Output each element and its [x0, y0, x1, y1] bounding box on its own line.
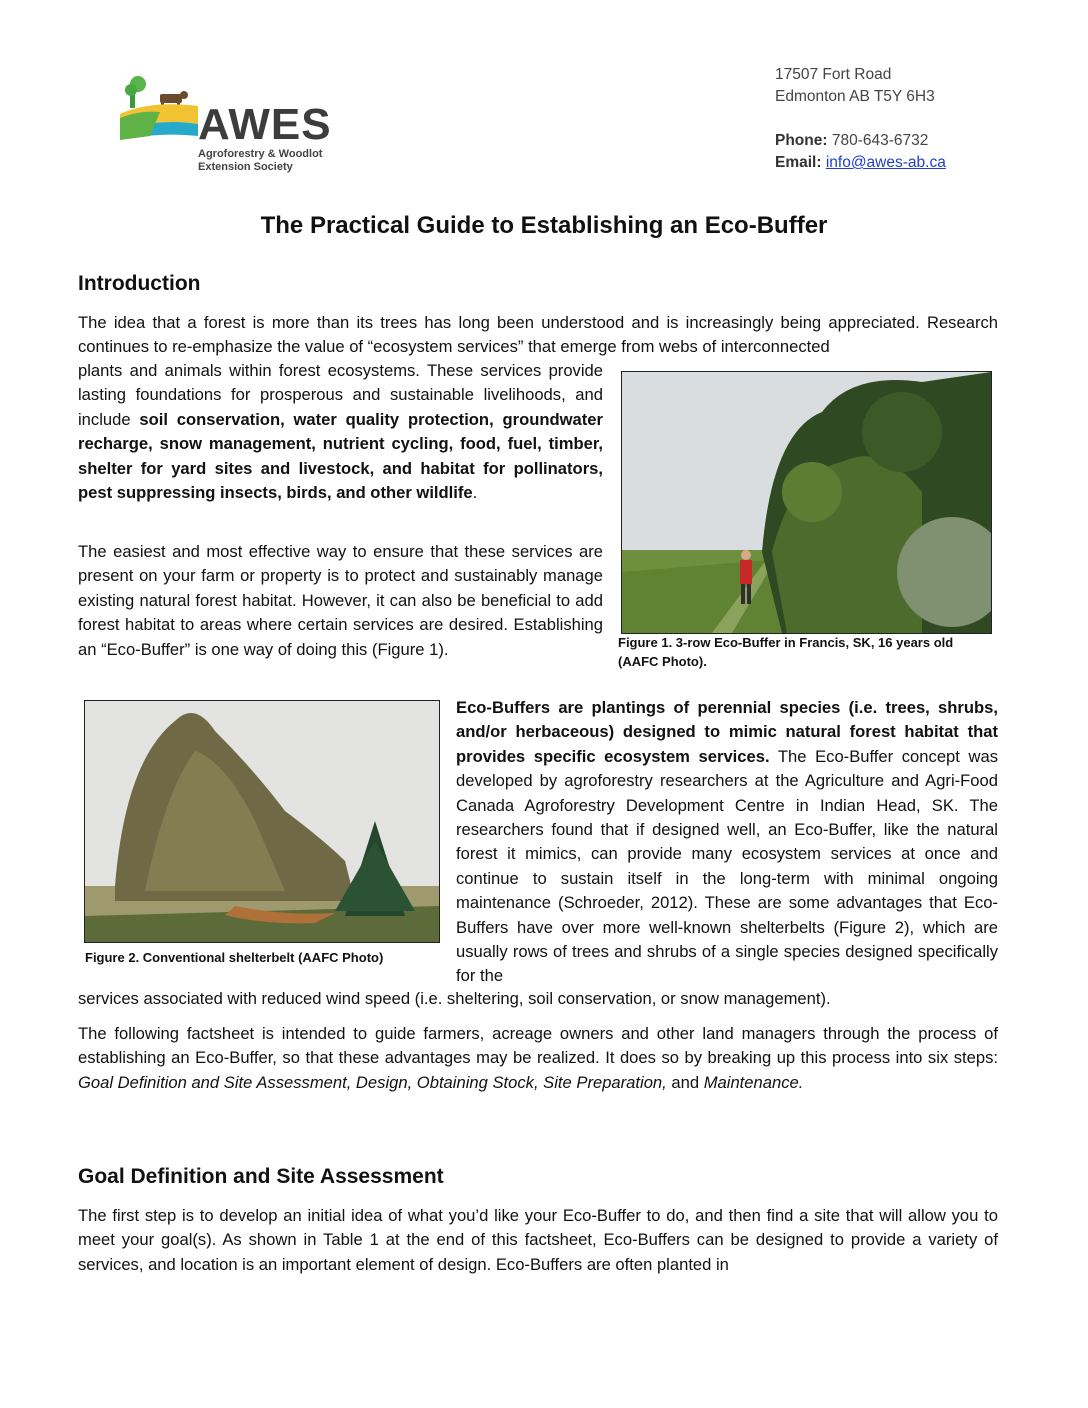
logo-emblem-icon: [120, 74, 200, 146]
section-heading-goal-definition: Goal Definition and Site Assessment: [78, 1165, 444, 1188]
eco-buffer-definition: Eco-Buffers are plantings of perennial species (i.e. trees, shrubs, and/or herbaceous) designed to mimic natural forest habitat that provides specific ecosystem services.: [456, 698, 998, 766]
intro-p4-text: The following factsheet is intended to guide farmers, acreage owners and other land managers through the process of establishing an Eco-Buffer, so that these advantages may be realized. It does so by breaking up this process into six steps:: [78, 1024, 998, 1068]
intro-paragraph-1a: The idea that a forest is more than its trees has long been understood and is increasingly being appreciated. Research continues to re-emphasize the value of “ecosystem services” that emerge from webs of interconnected: [78, 313, 998, 357]
figure2-scene: [85, 701, 439, 942]
figure1-photo: [621, 371, 992, 634]
document-title: The Practical Guide to Establishing an Eco-Buffer: [260, 212, 828, 239]
intro-paragraph-3-tail: services associated with reduced wind speed (i.e. sheltering, soil conservation, or snow management).: [78, 989, 831, 1008]
intro-p1-end: .: [472, 483, 478, 503]
phone-value: 780-643-6732: [831, 132, 929, 149]
logo-wordmark: AWES: [198, 100, 332, 149]
figure2-caption: Figure 2. Conventional shelterbelt (AAFC Photo): [85, 950, 384, 965]
goal-paragraph-1: The first step is to develop an initial idea of what you’d like your Eco-Buffer to do, and then find a site that will allow you to meet your goal(s). As shown in Table 1 at the end of this factsheet, Eco-Buffers can be designed to provide a variety of services, and location is an important element of design. Eco-Buffers are often planted in: [78, 1206, 998, 1274]
phone-label: Phone:: [775, 132, 828, 149]
address-line2: Edmonton AB T5Y 6H3: [775, 88, 935, 105]
logo-subtitle-line2: Extension Society: [198, 161, 293, 173]
figure2-photo: [84, 700, 440, 943]
logo-subtitle: [198, 148, 322, 174]
email-line: [775, 152, 946, 174]
logo-subtitle-line1: Agroforestry & Woodlot: [198, 148, 323, 160]
intro-paragraph-3: [456, 696, 998, 989]
contact-block: [775, 64, 946, 174]
intro-p3-text: The Eco-Buffer concept was developed by agroforestry researchers at the Agriculture and Agri-Food Canada Agroforestry Development Centre in Indian Head, SK. The researchers found that if designed well, an Eco-Buffer, like the natural forest it mimics, can provide many ecosystem services at once and continue to sustain itself in the long-term with minimal ongoing maintenance (Schroeder, 2012). These are some advantages that Eco-Buffers have over more well-known shelterbelts (Figure 2), which are usually rows of trees and shrubs of a single species designed specifically for the: [456, 746, 998, 986]
email-link[interactable]: info@awes-ab.ca: [825, 154, 946, 171]
section-heading-introduction: Introduction: [78, 272, 201, 295]
intro-p1-text: plants and animals within forest ecosystems. These services provide lasting foundations for prosperous and sustainable livelihoods, and include: [78, 361, 603, 429]
intro-p4-and: and: [671, 1072, 700, 1092]
intro-p1-bold: soil conservation, water quality protection, groundwater recharge, snow management, nutrient cycling, food, fuel, timber, shelter for yard sites and livestock, and habitat for pollinators, pest suppressing insects, birds, and other wildlife: [78, 409, 603, 503]
figure1-scene: [622, 372, 991, 633]
email-label: Email:: [775, 154, 822, 171]
intro-paragraph-1b: [78, 359, 603, 505]
awes-logo: [120, 72, 340, 176]
intro-p4-steps: Goal Definition and Site Assessment, Design, Obtaining Stock, Site Preparation,: [78, 1072, 667, 1092]
intro-p4-steps-last: Maintenance.: [703, 1072, 804, 1092]
phone-line: [775, 130, 946, 152]
figure1-caption: Figure 1. 3-row Eco-Buffer in Francis, SK, 16 years old (AAFC Photo).: [618, 635, 954, 669]
intro-paragraph-2: The easiest and most effective way to ensure that these services are present on your farm or property is to protect and sustainably manage existing natural forest habitat. However, it can also be beneficial to add forest habitat to areas where certain services are desired. Establishing an “Eco-Buffer” is one way of doing this (Figure 1).: [78, 542, 603, 659]
address-line1: 17507 Fort Road: [775, 66, 892, 83]
intro-paragraph-4: [78, 1022, 998, 1095]
